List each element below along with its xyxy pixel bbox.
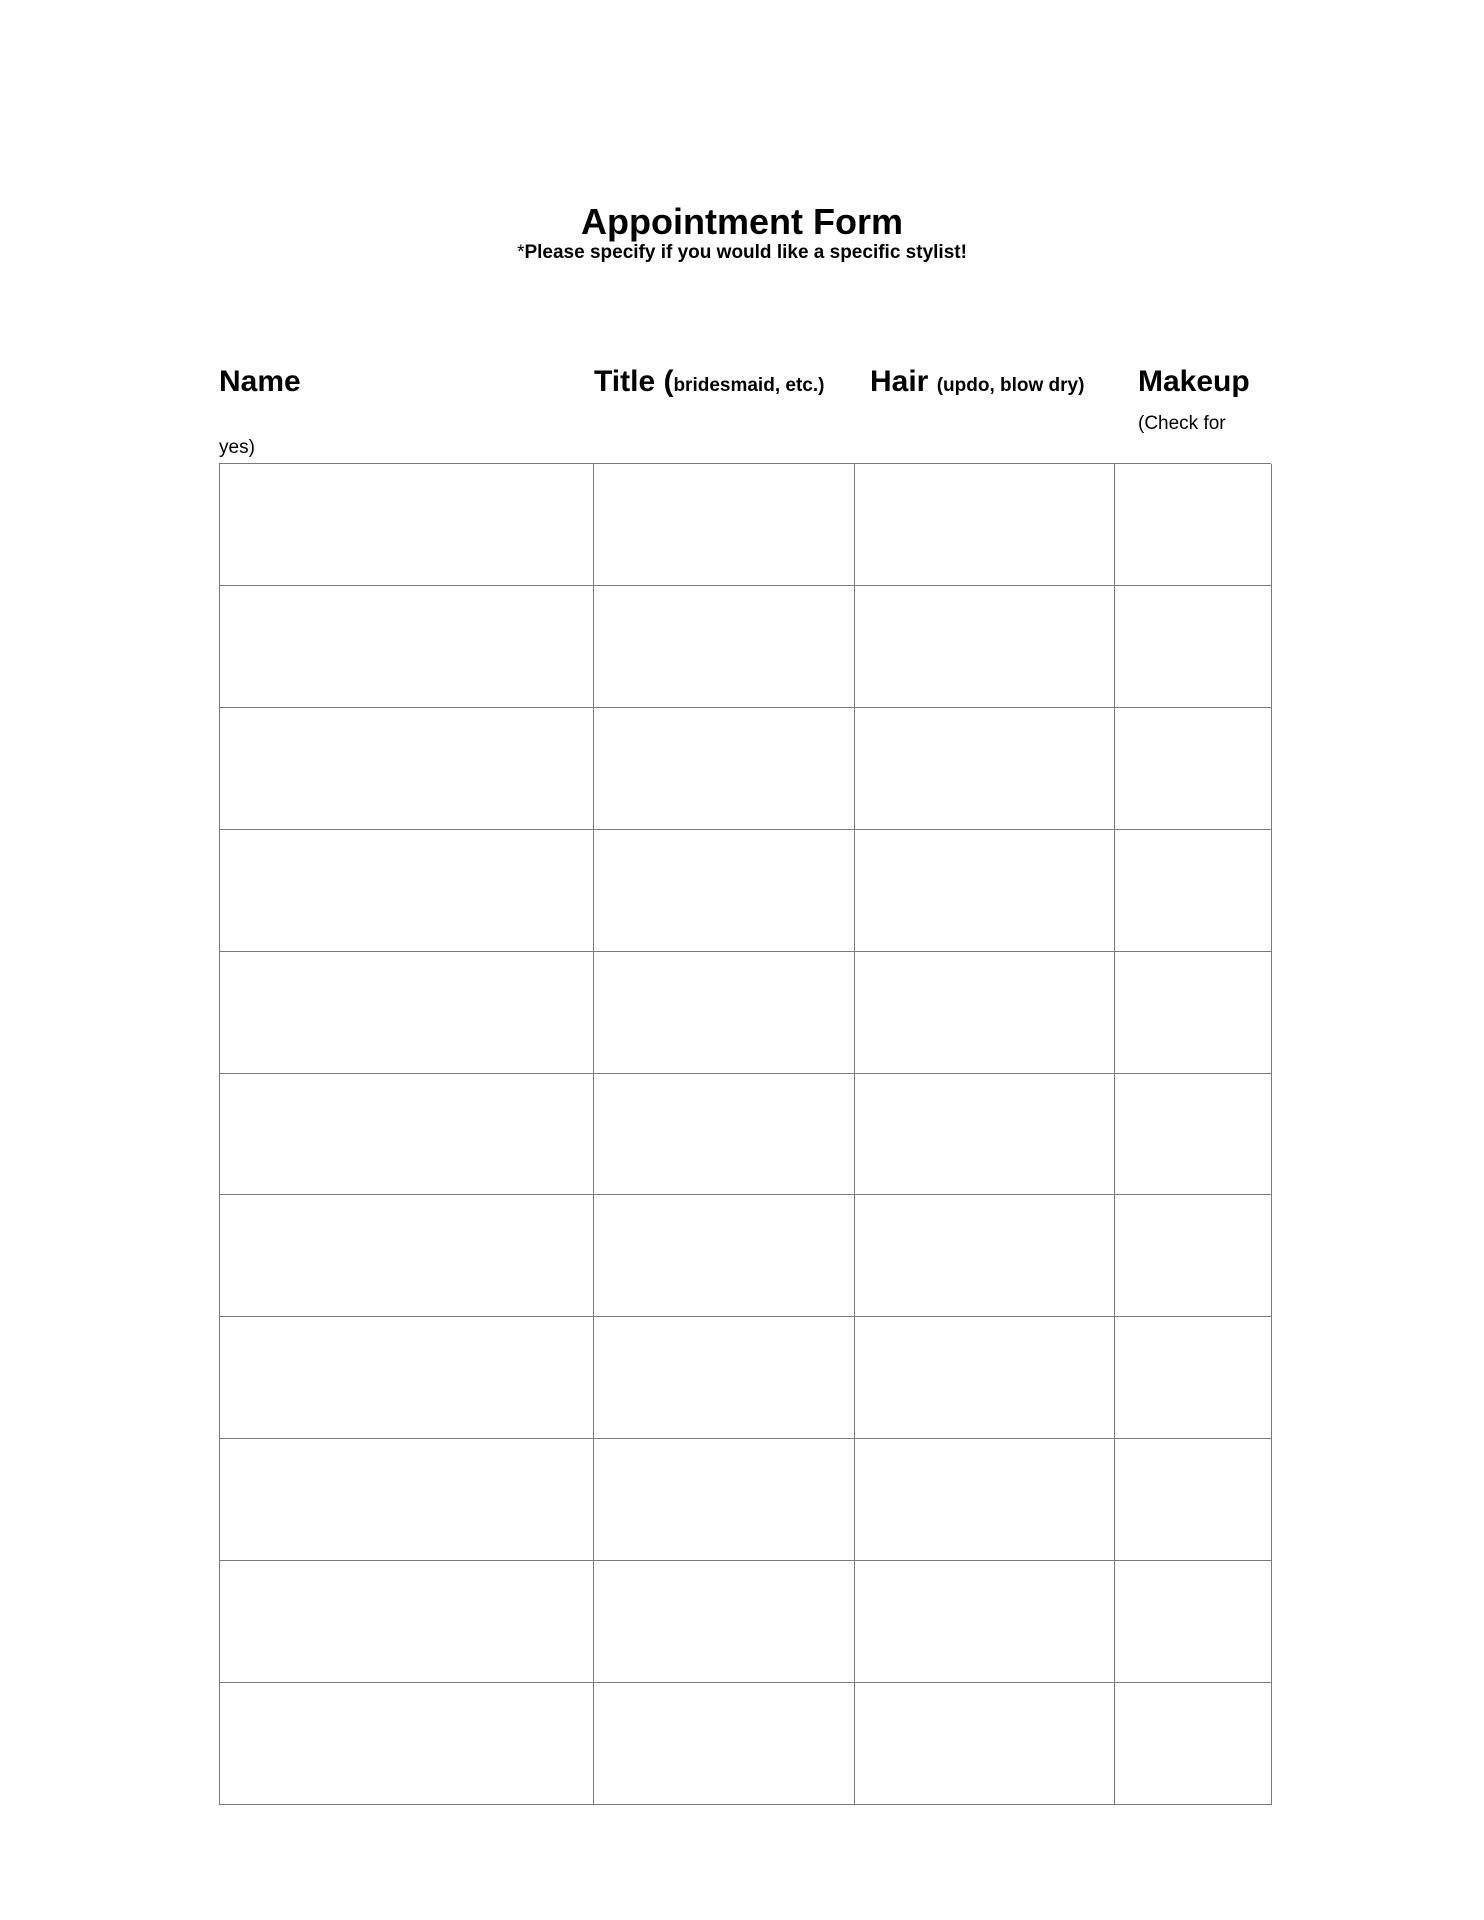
table-cell-title[interactable] xyxy=(594,1317,855,1439)
table-cell-title[interactable] xyxy=(594,1683,855,1805)
table-cell-hair[interactable] xyxy=(855,464,1115,586)
column-header-makeup xyxy=(1138,362,1250,402)
subtitle-text: Please specify if you would like a specific stylist! xyxy=(524,242,967,263)
table-cell-hair[interactable] xyxy=(855,1439,1115,1561)
column-header-hair xyxy=(870,362,1084,406)
page-title: Appointment Form xyxy=(581,201,903,242)
table-cell-hair[interactable] xyxy=(855,1195,1115,1317)
table-cell-name[interactable] xyxy=(220,830,594,952)
table-cell-hair[interactable] xyxy=(855,1317,1115,1439)
table-cell-makeup[interactable] xyxy=(1115,464,1272,586)
column-header-makeup-label: Makeup xyxy=(1138,365,1250,398)
table-cell-title[interactable] xyxy=(594,708,855,830)
table-cell-name[interactable] xyxy=(220,586,594,708)
column-header-name-label: Name xyxy=(219,365,301,398)
table-cell-hair[interactable] xyxy=(855,830,1115,952)
table-cell-name[interactable] xyxy=(220,708,594,830)
table-cell-name[interactable] xyxy=(220,1561,594,1683)
table-cell-title[interactable] xyxy=(594,1074,855,1196)
table-cell-name[interactable] xyxy=(220,952,594,1074)
table-cell-makeup[interactable] xyxy=(1115,1439,1272,1561)
table-cell-title[interactable] xyxy=(594,830,855,952)
table-cell-title[interactable] xyxy=(594,464,855,586)
table-cell-makeup[interactable] xyxy=(1115,1074,1272,1196)
subtitle-asterisk: * xyxy=(517,242,525,263)
table-cell-name[interactable] xyxy=(220,464,594,586)
column-header-hair-note: (updo, blow dry) xyxy=(936,375,1085,396)
table-cell-hair[interactable] xyxy=(855,586,1115,708)
column-header-hair-label: Hair xyxy=(870,365,929,398)
table-cell-hair[interactable] xyxy=(855,1074,1115,1196)
makeup-hint-line1: (Check for xyxy=(1138,413,1226,434)
table-cell-makeup[interactable] xyxy=(1115,708,1272,830)
table-cell-makeup[interactable] xyxy=(1115,830,1272,952)
column-header-name xyxy=(219,362,301,402)
appointment-table xyxy=(219,463,1271,1805)
table-cell-title[interactable] xyxy=(594,586,855,708)
table-cell-hair[interactable] xyxy=(855,1561,1115,1683)
table-cell-name[interactable] xyxy=(220,1195,594,1317)
table-cell-makeup[interactable] xyxy=(1115,1317,1272,1439)
makeup-hint-line2: yes) xyxy=(219,437,255,458)
table-cell-name[interactable] xyxy=(220,1683,594,1805)
table-cell-makeup[interactable] xyxy=(1115,952,1272,1074)
column-header-title-label: Title ( xyxy=(594,365,674,398)
table-cell-makeup[interactable] xyxy=(1115,1195,1272,1317)
table-cell-makeup[interactable] xyxy=(1115,586,1272,708)
table-cell-hair[interactable] xyxy=(855,1683,1115,1805)
table-cell-title[interactable] xyxy=(594,952,855,1074)
table-cell-title[interactable] xyxy=(594,1561,855,1683)
column-header-title xyxy=(594,362,824,406)
table-cell-hair[interactable] xyxy=(855,708,1115,830)
table-cell-title[interactable] xyxy=(594,1195,855,1317)
table-cell-name[interactable] xyxy=(220,1317,594,1439)
table-cell-hair[interactable] xyxy=(855,952,1115,1074)
page-subtitle xyxy=(0,241,1484,265)
table-cell-makeup[interactable] xyxy=(1115,1561,1272,1683)
table-cell-name[interactable] xyxy=(220,1074,594,1196)
table-cell-title[interactable] xyxy=(594,1439,855,1561)
table-cell-name[interactable] xyxy=(220,1439,594,1561)
table-cell-makeup[interactable] xyxy=(1115,1683,1272,1805)
column-header-title-note: bridesmaid, etc.) xyxy=(673,375,825,396)
